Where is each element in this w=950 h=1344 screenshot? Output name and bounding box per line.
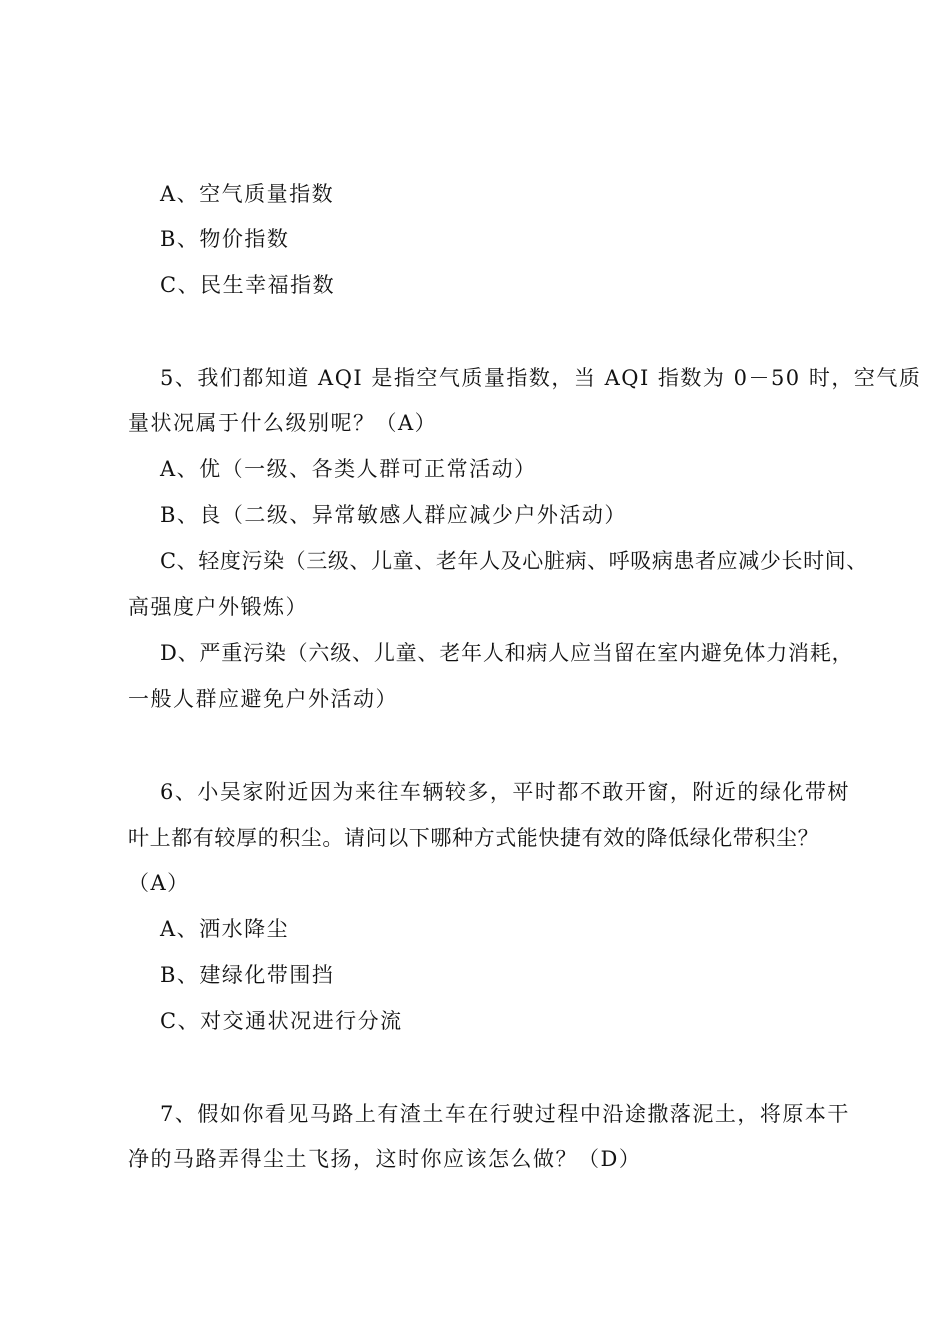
- q5-option-b: B、良（二级、异常敏感人群应减少户外活动）: [160, 503, 627, 527]
- q5-option-a: A、优（一级、各类人群可正常活动）: [160, 457, 537, 481]
- q5-option-c-line-1: C、轻度污染（三级、儿童、老年人及心脏病、呼吸病患者应减少长时间、: [160, 549, 868, 573]
- q6-option-a: A、洒水降尘: [160, 917, 290, 941]
- q6-option-c: C、对交通状况进行分流: [160, 1009, 403, 1033]
- q7-question-line-2: 净的马路弄得尘土飞扬，这时你应该怎么做？（D）: [128, 1147, 642, 1171]
- q6-option-b: B、建绿化带围挡: [160, 963, 335, 987]
- q5-question-line-1: 5、我们都知道 AQI 是指空气质量指数，当 AQI 指数为 0－50 时，空气质: [160, 366, 922, 390]
- q5-option-c-line-2: 高强度户外锻炼）: [128, 595, 308, 619]
- q4-option-a: A、空气质量指数: [160, 182, 335, 206]
- q5-option-d-line-2: 一般人群应避免户外活动）: [128, 687, 398, 711]
- q6-question-line-2: 叶上都有较厚的积尘。请问以下哪种方式能快捷有效的降低绿化带积尘？: [128, 826, 820, 850]
- q5-question-line-2: 量状况属于什么级别呢？（A）: [128, 411, 438, 435]
- q4-option-b: B、物价指数: [160, 227, 290, 251]
- q7-question-line-1: 7、假如你看见马路上有渣土车在行驶过程中沿途撒落泥土，将原本干: [160, 1102, 850, 1126]
- q5-option-d-line-1: D、严重污染（六级、儿童、老年人和病人应当留在室内避免体力消耗，: [160, 641, 854, 665]
- q6-question-line-1: 6、小吴家附近因为来往车辆较多，平时都不敢开窗，附近的绿化带树: [160, 780, 850, 804]
- q6-question-line-3: （A）: [128, 871, 190, 895]
- q4-option-c: C、民生幸福指数: [160, 273, 336, 297]
